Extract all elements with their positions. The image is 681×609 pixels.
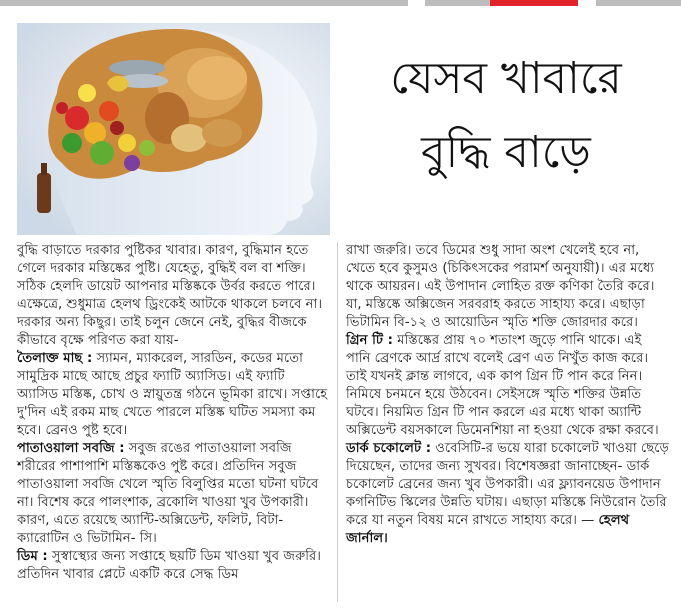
top-bar-accent-segment xyxy=(490,0,578,6)
chocolate-paragraph xyxy=(346,440,669,548)
top-bar-segment xyxy=(0,0,408,6)
source-credit: হেলথ জার্নাল। xyxy=(346,513,630,546)
chocolate-label: ডার্ক চকোলেট : xyxy=(346,441,431,456)
greens-label: পাতাওয়ালা সবজি : xyxy=(17,441,125,456)
egg-paragraph xyxy=(17,548,330,584)
top-bar-segment xyxy=(425,0,490,6)
greens-paragraph xyxy=(17,440,330,548)
greens-text: সবুজ রঙের পাতাওয়ালা সবজি শরীরের পাশাপাশি মস্তিষ্ককেও পুষ্ট করে। প্রতিদিন সবুজ পাতাওয়ালা সবজি খেলে স্মৃতি বিলুপ্তির মতো ঘটনা ঘটবে না। বিশেষ করে পালংশাক, ব্রকোলি খাওয়া খুব উপকারী। কারণ, এতে রয়েছে অ্যান্টি-অক্সিডেন্ট, ফলিট, বিটা-ক্যারোটিন ও ভিটামিন- সি। xyxy=(17,441,319,546)
intro-paragraph: বুদ্ধি বাড়াতে দরকার পুষ্টিকর খাবার। কারণ, বুদ্ধিমান হতে গেলে দরকার মস্তিষ্কের পুষ্টি। যেহেতু, বুদ্ধিই বল বা শক্তি। সঠিক হেলদি ডায়েট আপনার মস্তিষ্ককে উর্বর করতে পারে। এক্ষেত্রে, শুধুমাত্র হেলথ ড্রিংকেই আটকে থাকলে চলবে না। দরকার অন্য কিছুর। তাই চলুন জেনে নেই, বুদ্ধির বীজকে কীভাবে বৃক্ষে পরিণত করা যায়- xyxy=(17,243,323,348)
chocolate-text: ওবেসিটি-র ভয়ে যারা চকোলেট খাওয়া ছেড়ে দিয়েছেন, তাদের জন্য সুখবর। বিশেষজ্ঞরা জানাচ্ছেন- ডার্ক চকোলেট ব্রেনের জন্য খুব উপকারী। এর ফ্ল্যাবনয়েড উপাদান কগনিটিভ স্কিলের উন্নতি ঘটায়। এছাড়া মস্তিষ্কে নিউরোন তৈরি করে যা নতুন বিষয় মনে রাখতে সাহায্য করে। — xyxy=(346,441,669,528)
oily-fish-paragraph xyxy=(17,350,330,440)
egg-continuation-paragraph: রাখা জরুরি। তবে ডিমের শুধু সাদা অংশ খেলেই হবে না, খেতে হবে কুসুমও (চিকিৎসকের পরামর্শ অনুযায়ী)। এর মধ্যে থাকে আয়রন। এই উপাদান লোহিত রক্ত কণিকা তৈরি করে। যা, মস্তিষ্কে অক্সিজেন সরবরাহ করতে সাহায্য করে। এছাড়া ভিটামিন বি-১২ ও আয়োডিন স্মৃতি শক্তি জোরদার করে। xyxy=(346,243,655,330)
top-bar-segment xyxy=(596,0,681,6)
brain-food-illustration xyxy=(17,23,330,235)
column-divider xyxy=(337,242,338,602)
oily-fish-label: তৈলাক্ত মাছ : xyxy=(17,351,93,366)
green-tea-paragraph xyxy=(346,332,669,440)
headline-line-2: বুদ্ধি বাড়ে xyxy=(421,127,591,178)
green-tea-text: মস্তিষ্কের প্রায় ৭০ শতাংশ জুড়ে পানি থাকে। এই পানি ব্রেণকে আর্দ্র রাখে বলেই ব্রেণ এত নিখুঁত কাজ করে। তাই যখনই ক্লান্ত লাগবে, এক কাপ গ্রিন টি পান করে নিন। নিমিষে চনমনে হয়ে উঠবেন। সেইসঙ্গে স্মৃতি শক্তির উন্নতি ঘটবে। নিয়মিত গ্রিন টি পান করলে এর মধ্যে থাকা অ্যান্টি অক্সিডেন্ট বয়সকালে ডিমেনশিয়া না হওয়া থেকে রক্ষা করবে। xyxy=(346,333,659,438)
article-column-left xyxy=(17,242,330,584)
oily-fish-text: স্যামন, ম্যাকরেল, সারডিন, কডের মতো সামুদ্রিক মাছে আছে প্রচুর ফ্যাটি অ্যাসিড। এই ফ্যাটি অ্যাসিড মস্তিষ্ক, চোখ ও স্নায়ুতন্ত্র গঠনে ভূমিকা রাখে। সপ্তাহে দু'দিন এই রকম মাছ খেতে পারলে মস্তিষ্ক ঘটিত সমস্যা কম হবে। ব্রেনও পুষ্ট হবে। xyxy=(17,351,328,438)
article-column-right xyxy=(346,242,669,548)
egg-text: সুস্বাস্থ্যের জন্য সপ্তাহে ছয়টি ডিম খাওয়া খুব জরুরি। প্রতিদিন খাবার প্লেটে একটি করে সেদ্ধ ডিম xyxy=(17,549,321,582)
top-decorative-bar xyxy=(0,0,681,6)
article-headline xyxy=(346,42,666,190)
egg-label: ডিম : xyxy=(17,549,48,564)
headline-line-1: যেসব খাবারে xyxy=(390,53,622,104)
green-tea-label: গ্রিন টি : xyxy=(346,333,393,348)
